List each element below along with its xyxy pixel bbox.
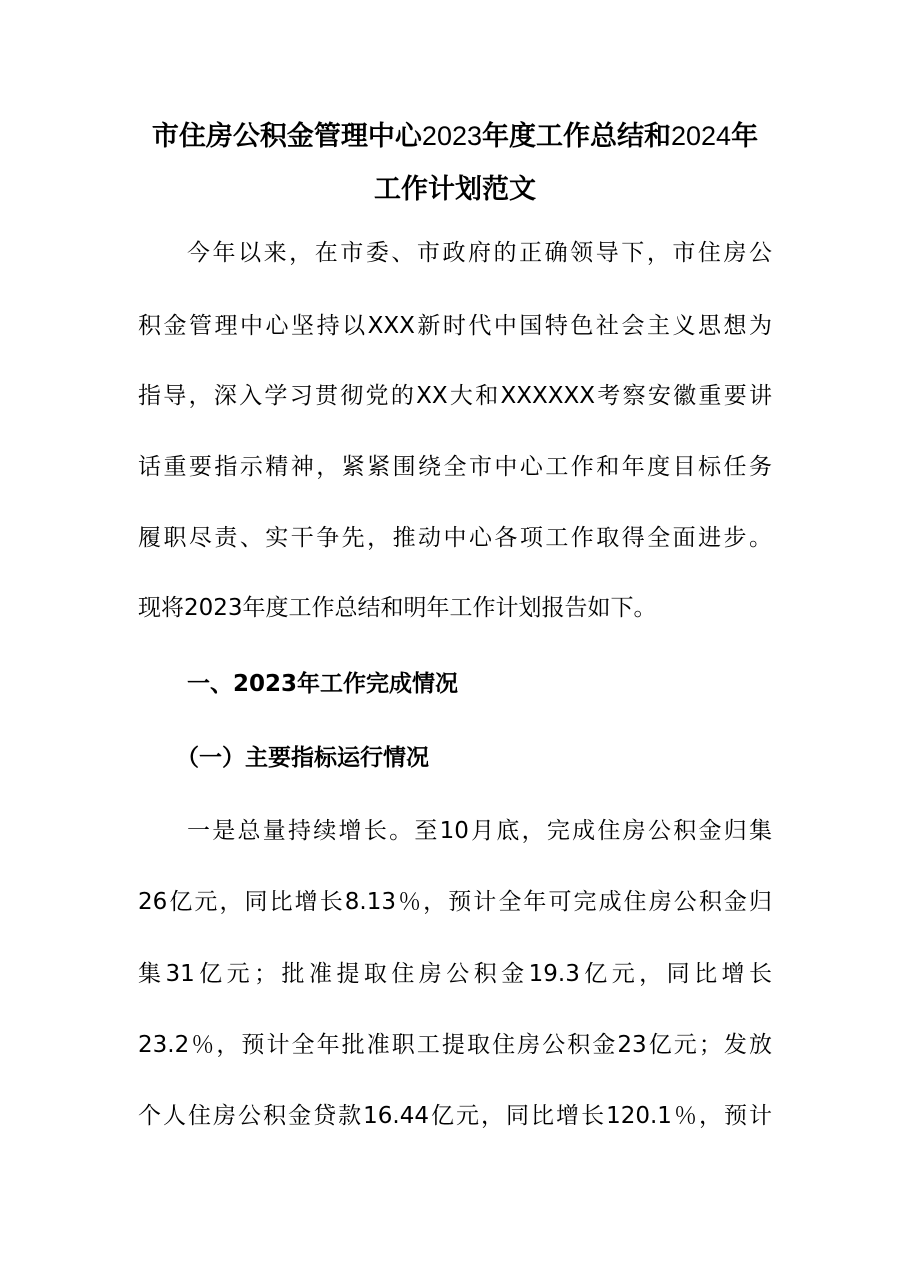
title-part-2: 2023 — [421, 121, 482, 151]
intro-line-1: 今年以来，在市委、市政府的正确领导下，市住房公 — [187, 240, 772, 266]
intro-line-5: 履职尽责、实干争先，推动中心各项工作取得全面进步。 — [138, 525, 772, 551]
intro-line-6: 现将2023年度工作总结和明年工作计划报告如下。 — [138, 595, 657, 621]
intro-line-2: 积金管理中心坚持以XXX新时代中国特色社会主义思想为 — [138, 313, 772, 339]
body-line-2: 26亿元，同比增长8.13％，预计全年可完成住房公积金归 — [138, 889, 772, 915]
body-line-5: 个人住房公积金贷款16.44亿元，同比增长120.1％，预计 — [138, 1103, 772, 1129]
title-part-4: 2024 — [671, 121, 732, 151]
intro-line-3: 指导，深入学习贯彻党的XX大和XXXXXX考察安徽重要讲 — [138, 383, 772, 409]
subsection-heading-1: （一）主要指标运行情况 — [176, 745, 429, 771]
title-part-3: 年度工作总结和 — [482, 121, 671, 152]
body-line-4: 23.2％，预计全年批准职工提取住房公积金23亿元；发放 — [138, 1032, 772, 1058]
body-line-3: 集31亿元；批准提取住房公积金19.3亿元，同比增长 — [138, 961, 772, 987]
section-heading-1: 一、2023年工作完成情况 — [187, 671, 459, 697]
title-part-5: 年 — [731, 121, 759, 152]
intro-line-4: 话重要指示精神，紧紧围绕全市中心工作和年度目标任务 — [138, 454, 772, 480]
body-line-1: 一是总量持续增长。至10月底，完成住房公积金归集 — [187, 818, 772, 844]
title-part-1: 市住房公积金管理中心 — [151, 121, 422, 152]
document-title-line-1 — [138, 116, 772, 157]
document-title-line-2: 工作计划范文 — [374, 174, 536, 205]
